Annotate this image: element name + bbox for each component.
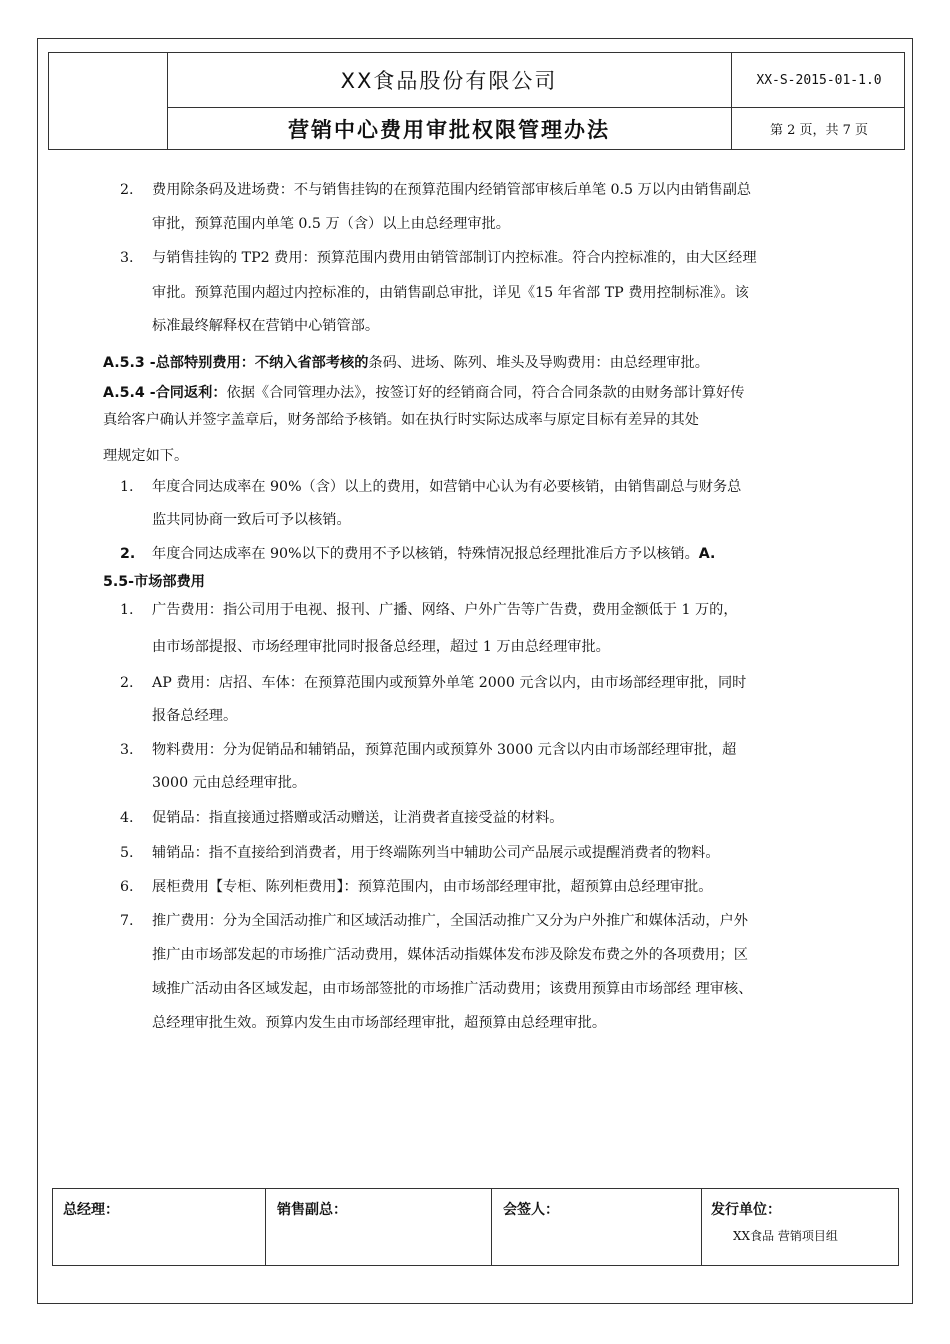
paragraph-line: 年度合同达成率在 90%（含）以上的费用，如营销中心认为有必要核销，由销售副总与财务总	[152, 479, 742, 495]
issuer-label: 发行单位：	[711, 1202, 781, 1218]
section-a54-heading: A.5.4 -合同返利：	[103, 385, 227, 401]
paragraph-line: 年度合同达成率在 90%以下的费用不予以核销，特殊情况报总经理批准后方予以核销。A.	[152, 546, 716, 562]
paragraph-line: 辅销品：指不直接给到消费者，用于终端陈列当中辅助公司产品展示或提醒消费者的物料。	[152, 845, 720, 861]
paragraph-line: 监共同协商一致后可予以核销。	[152, 512, 351, 528]
list-number: 4.	[120, 810, 134, 826]
paragraph-line: 广告费用：指公司用于电视、报刊、广播、网络、户外广告等广告费，费用金额低于 1 万的，	[152, 602, 738, 618]
paragraph-line: AP 费用：店招、车体：在预算范围内或预算外单笔 2000 元含以内，由市场部经理审批，同时	[152, 675, 747, 691]
signature-table	[52, 1188, 899, 1266]
list-number: 2.	[120, 546, 136, 562]
paragraph-line: 由市场部提报、市场经理审批同时报备总经理，超过 1 万由总经理审批。	[152, 639, 610, 655]
paragraph-line: 3000 元由总经理审批。	[152, 775, 307, 791]
section-a54	[103, 383, 744, 403]
document-code: XX-S-2015-01-1.0	[756, 72, 882, 88]
paragraph-line: 标准最终解释权在营销中心销管部。	[152, 318, 380, 334]
paragraph-line: 与销售挂钩的 TP2 费用：预算范围内费用由销管部制订内控标准。符合内控标准的，由大区经理	[152, 250, 757, 266]
paragraph-line: 真给客户确认并签字盖章后，财务部给予核销。如在执行时实际达成率与原定目标有差异的其处	[103, 412, 699, 428]
paragraph-line: 总经理审批生效。预算内发生由市场部经理审批，超预算由总经理审批。	[152, 1015, 607, 1031]
list-number: 3.	[120, 250, 134, 266]
paragraph-line: 促销品：指直接通过搭赠或活动赠送，让消费者直接受益的材料。	[152, 810, 564, 826]
document-title: 营销中心费用审批权限管理办法	[288, 117, 610, 142]
section-a53	[103, 353, 709, 373]
gm-signature-label: 总经理：	[63, 1202, 119, 1218]
list-number: 2.	[120, 675, 134, 691]
paragraph-line: 审批。预算范围内超过内控标准的，由销售副总审批，详见《15 年省部 TP 费用控制标准》。该	[152, 285, 749, 301]
paragraph-line: 推广费用：分为全国活动推广和区域活动推广，全国活动推广又分为户外推广和媒体活动，户外	[152, 913, 748, 929]
section-a53-text: 条码、进场、陈列、堆头及导购费用：由总经理审批。	[368, 355, 709, 371]
vp-signature-label: 销售副总：	[277, 1202, 347, 1218]
paragraph-line: 报备总经理。	[152, 708, 238, 724]
cosign-label: 会签人：	[503, 1202, 559, 1218]
company-name: XX食品股份有限公司	[340, 69, 558, 93]
paragraph-line: 费用除条码及进场费：不与销售挂钩的在预算范围内经销管部审核后单笔 0.5 万以内由销售副总	[152, 182, 752, 198]
paragraph-line: 物料费用：分为促销品和辅销品，预算范围内或预算外 3000 元含以内由市场部经理审批，超	[152, 742, 737, 758]
list-number: 7.	[120, 913, 134, 929]
section-a53-heading: A.5.3 -总部特别费用：不纳入省部考核的	[103, 355, 369, 371]
list-number: 1.	[120, 602, 134, 618]
section-55-heading: 5.5-市场部费用	[103, 574, 205, 590]
section-a54-text: 依据《合同管理办法》，按签订好的经销商合同，符合合同条款的由财务部计算好传	[226, 385, 745, 401]
paragraph-line: 审批，预算范围内单笔 0.5 万（含）以上由总经理审批。	[152, 216, 510, 232]
list-number: 6.	[120, 879, 134, 895]
issuer-value: XX食品 营销项目组	[733, 1229, 838, 1243]
list-number: 3.	[120, 742, 134, 758]
list-number: 5.	[120, 845, 134, 861]
paragraph-line: 理规定如下。	[103, 448, 189, 464]
paragraph-line: 域推广活动由各区域发起，由市场部签批的市场推广活动费用；该费用预算由市场部经 理审核、	[152, 981, 753, 997]
paragraph-line: 推广由市场部发起的市场推广活动费用，媒体活动指媒体发布涉及除发布费之外的各项费用；区	[152, 947, 748, 963]
page-number: 第 2 页，共 7 页	[769, 123, 869, 138]
list-number: 2.	[120, 182, 134, 198]
list-number: 1.	[120, 479, 134, 495]
paragraph-line: 展柜费用【专柜、陈列柜费用】：预算范围内，由市场部经理审批，超预算由总经理审批。	[152, 879, 713, 895]
